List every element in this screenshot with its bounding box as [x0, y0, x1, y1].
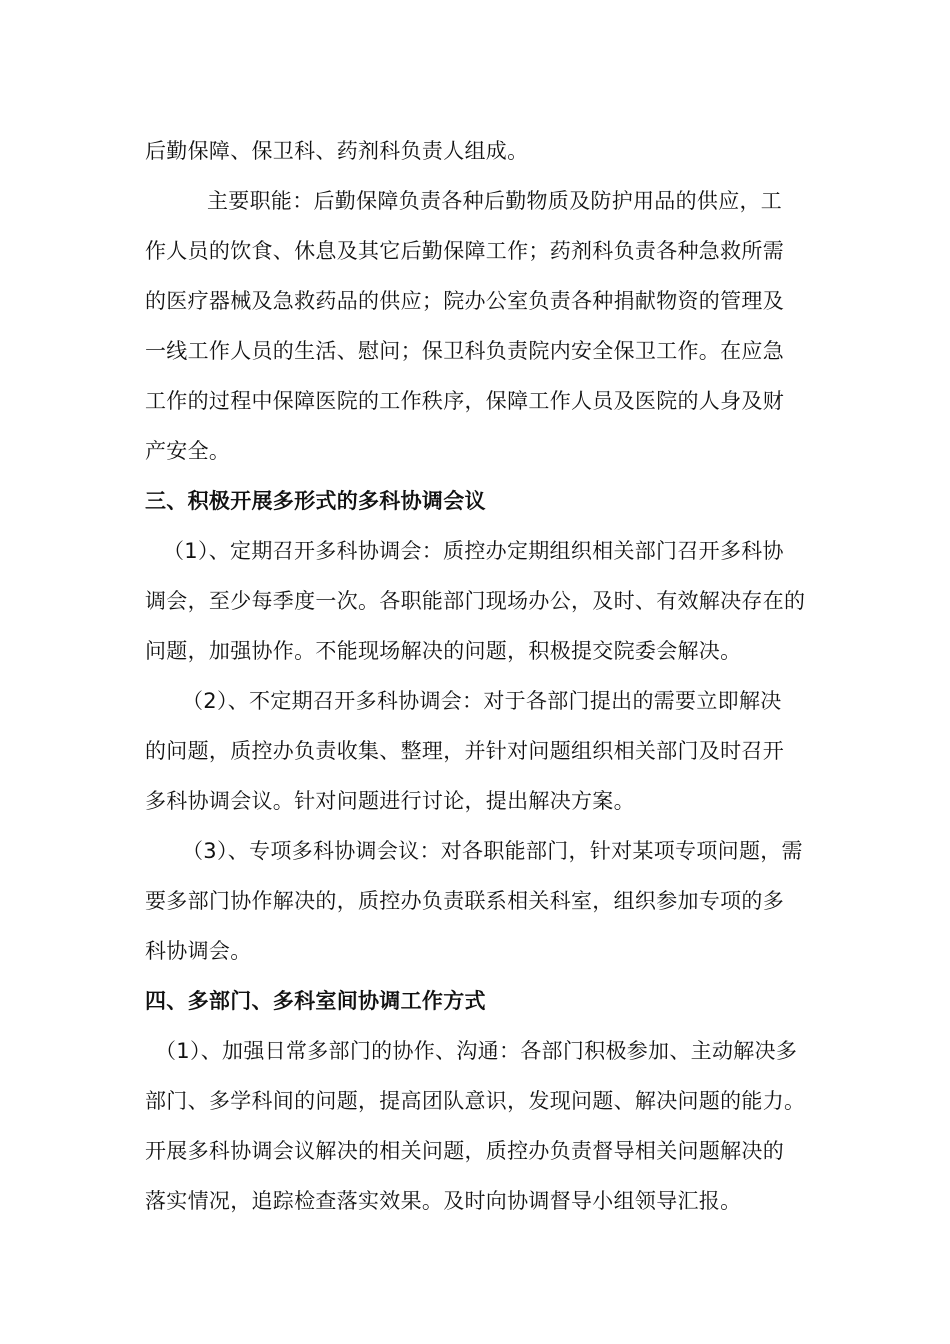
section-heading: 四、多部门、多科室间协调工作方式: [145, 989, 486, 1013]
paragraph-line: 作人员的饮食、休息及其它后勤保障工作；药剂科负责各种急救所需: [145, 239, 784, 263]
paragraph-line: 的医疗器械及急救药品的供应；院办公室负责各种捐献物资的管理及: [145, 289, 784, 313]
paragraph-line: （1）、加强日常多部门的协作、沟通：各部门积极参加、主动解决多: [155, 1039, 798, 1063]
paragraph-line: 调会，至少每季度一次。各职能部门现场办公，及时、有效解决存在的: [145, 589, 806, 613]
section-heading: 三、积极开展多形式的多科协调会议: [145, 489, 486, 513]
paragraph-line: 工作的过程中保障医院的工作秩序，保障工作人员及医院的人身及财: [145, 389, 784, 413]
paragraph-line: 落实情况，追踪检查落实效果。及时向协调督导小组领导汇报。: [145, 1189, 742, 1213]
paragraph-line: （2）、不定期召开多科协调会：对于各部门提出的需要立即解决: [182, 689, 782, 713]
paragraph-line: 部门、多学科间的问题，提高团队意识，发现问题、解决问题的能力。: [145, 1089, 806, 1113]
paragraph-line: 多科协调会议。针对问题进行讨论，提出解决方案。: [145, 789, 635, 813]
paragraph-line: 产安全。: [145, 439, 231, 463]
paragraph-line: 一线工作人员的生活、慰问；保卫科负责院内安全保卫工作。在应急: [145, 339, 784, 363]
paragraph-line: 的问题，质控办负责收集、整理，并针对问题组织相关部门及时召开: [145, 739, 784, 763]
paragraph-line: 后勤保障、保卫科、药剂科负责人组成。: [145, 139, 529, 163]
paragraph-line: 开展多科协调会议解决的相关问题，质控办负责督导相关问题解决的: [145, 1139, 784, 1163]
paragraph-line: 要多部门协作解决的，质控办负责联系相关科室，组织参加专项的多: [145, 889, 784, 913]
paragraph-line: 科协调会。: [145, 939, 252, 963]
paragraph-line: 问题，加强协作。不能现场解决的问题，积极提交院委会解决。: [145, 639, 742, 663]
paragraph-line: （3）、专项多科协调会议：对各职能部门，针对某项专项问题，需: [182, 839, 803, 863]
paragraph-line: 主要职能：后勤保障负责各种后勤物质及防护用品的供应，工: [207, 189, 783, 213]
paragraph-line: （1）、定期召开多科协调会：质控办定期组织相关部门召开多科协: [163, 539, 784, 563]
